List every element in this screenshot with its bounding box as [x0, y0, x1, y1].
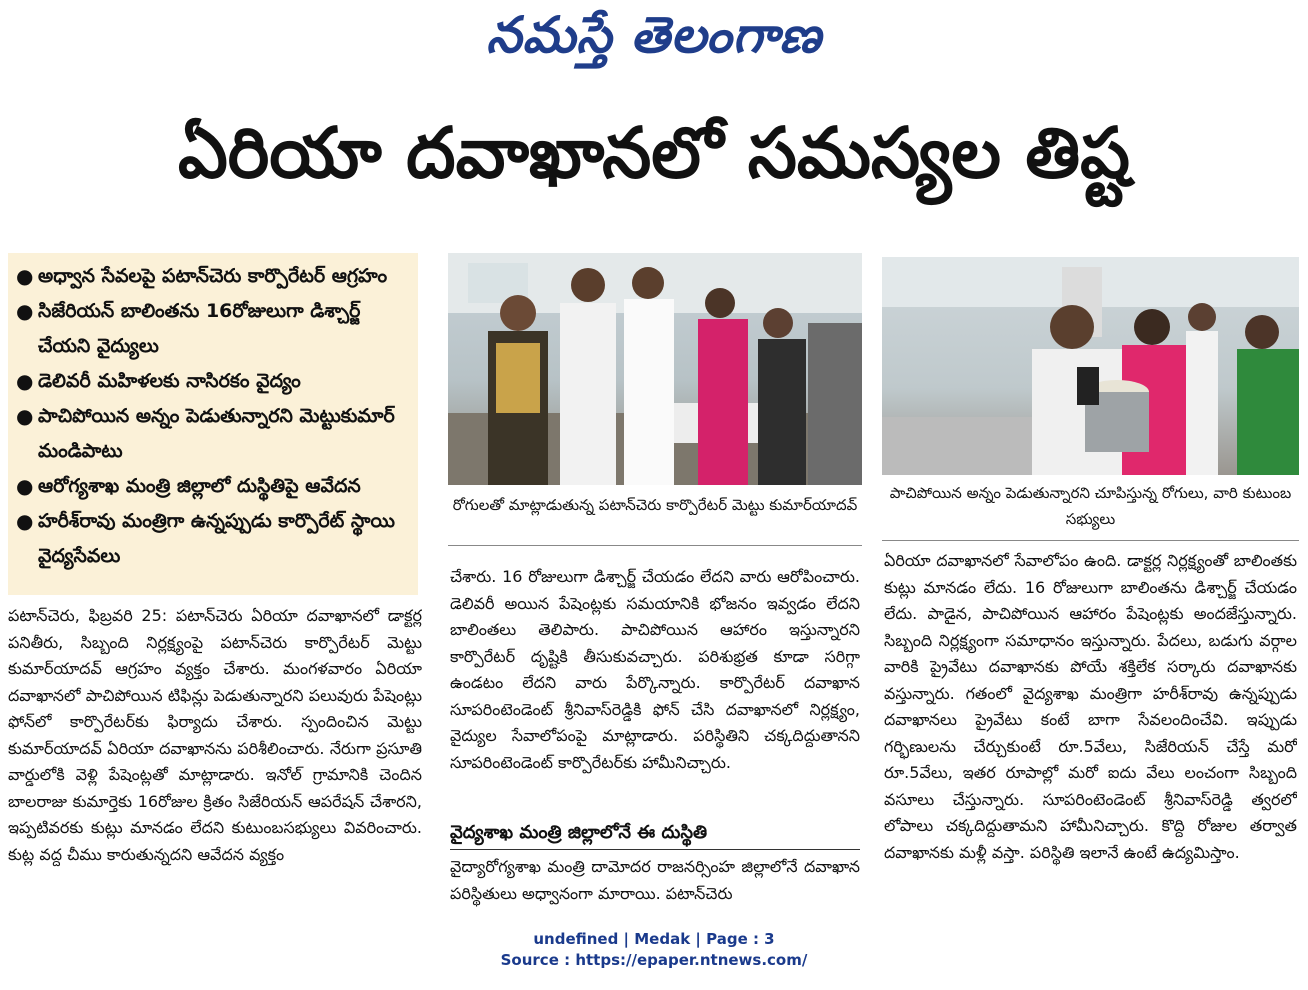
article-column-2-continued: వైద్యారోగ్యశాఖ మంత్రి దామోదర రాజనర్సింహ జిల్లాలోనే దవాఖాన పరిస్థితులు అధ్వానంగా మారాయి. పటాన్‌చెరు: [450, 857, 860, 903]
bullet-icon: ●: [16, 299, 34, 323]
sub-headline-rule: [450, 849, 860, 850]
photo-illustration: [882, 257, 1299, 475]
caption-divider: [882, 540, 1299, 541]
photo-caption-1: రోగులతో మాట్లాడుతున్న పటాన్‌చెరు కార్పొరేటర్ మెట్టు కుమార్‌యాదవ్: [452, 496, 858, 514]
headline: ఏరియా దవాఖానలో సమస్యల తిష్ట: [178, 112, 1130, 194]
footer-edition: undefined | Medak | Page : 3: [533, 930, 775, 948]
bullet-icon: ●: [16, 474, 34, 498]
bullet-icon: ●: [16, 369, 34, 393]
bullet-icon: ●: [16, 404, 34, 428]
article-column-2: చేశారు. 16 రోజులుగా డిశ్చార్జ్ చేయడం లేదని వారు ఆరోపించారు. డెలివరీ అయిన పేషెంట్లకు సమయానికి భోజనం ఇవ్వడం లేదని బాలింతలు తెలిపారు. పాచిపోయిన ఆహారం ఇస్తున్నారని కార్పొరేటర్ దృష్టికి తీసుకువచ్చారు. పరిశుభ్రత కూడా సరిగ్గా ఉండటం లేదని వారు పేర్కొన్నారు. కార్పొరేటర్ దవాఖాన సూపరింటెండెంట్ శ్రీనివాస్‌రెడ్డికి ఫోన్ చేసి దవాఖానలో నిర్లక్ష్యం, వైద్యుల సేవాలోపంపై మాట్లాడారు. పరిస్థితిని చక్కదిద్దుతానని సూపరింటెండెంట్ కార్పొరేటర్‌కు హామీనిచ్చారు.: [450, 567, 860, 772]
highlight-item: ● పాచిపోయిన అన్నం పెడుతున్నారని మెట్టుకుమార్ మండిపాటు: [16, 399, 414, 469]
highlight-item: ● ఆరోగ్యశాఖ మంత్రి జిల్లాలో దుస్థితిపై ఆవేదన: [16, 469, 414, 504]
bullet-icon: ●: [16, 509, 34, 533]
highlight-item: ● డెలివరీ మహిళలకు నాసిరకం వైద్యం: [16, 364, 414, 399]
sub-headline: వైద్యశాఖ మంత్రి జిల్లాలోనే ఈ దుస్థితి: [450, 822, 708, 843]
caption-divider: [448, 545, 862, 546]
bullet-icon: ●: [16, 264, 34, 288]
hospital-ward-photo-1: [448, 253, 862, 485]
hospital-ward-photo-2: [882, 257, 1299, 475]
article-column-3: ఏరియా దవాఖానలో సేవాలోపం ఉంది. డాక్టర్ల నిర్లక్ష్యంతో బాలింతకు కుట్లు మానడం లేదు. 16 రోజులుగా బాలింతను డిశ్చార్జ్ చేయడం లేదు. పాడైన, పాచిపోయిన ఆహారం పేషెంట్లకు అందజేస్తున్నారు. సిబ్బంది నిర్లక్ష్యంగా సమాధానం ఇస్తున్నారు. పేదలు, బడుగు వర్గాల వారికి ప్రైవేటు దవాఖానకు పోయే శక్తిలేక సర్కారు దవాఖానకు వస్తున్నారు. గతంలో వైద్యశాఖ మంత్రిగా హరీశ్‌రావు ఉన్నప్పుడు దవాఖానలు ప్రైవేటు కంటే బాగా సేవలందించేవి. ఇప్పుడు గర్భిణులను చేర్చుకుంటే రూ.5వేలు, సిజేరియన్ చేస్తే మరో రూ.5వేలు, ఇతర రూపాల్లో మరో ఐదు వేలు లంచంగా సిబ్బంది వసూలు చేస్తున్నారు. సూపరింటెండెంట్ శ్రీనివాస్‌రెడ్డి త్వరలో లోపాలు చక్కదిద్దుతామని హామీనిచ్చారు. కొద్ది రోజుల తర్వాత దవాఖానకు మళ్లీ వస్తా. పరిస్థితి ఇలానే ఉంటే ఉద్యమిస్తాం.: [884, 551, 1297, 862]
highlight-item: ● హరీశ్‌రావు మంత్రిగా ఉన్నప్పుడు కార్పొరేట్ స్థాయి వైద్యసేవలు: [16, 504, 414, 574]
highlight-item: ● సిజేరియన్ బాలింతను 16రోజులుగా డిశ్చార్జ్ చేయని వైద్యులు: [16, 294, 414, 364]
photo-caption-2: పాచిపోయిన అన్నం పెడుతున్నారని చూపిస్తున్న రోగులు, వారి కుటుంబ సభ్యులు: [889, 484, 1292, 528]
article-column-1: పటాన్‌చెరు, ఫిబ్రవరి 25: పటాన్‌చెరు ఏరియా దవాఖానలో డాక్టర్ల పనితీరు, సిబ్బంది నిర్లక్ష్యంపై పటాన్‌చెరు కార్పొరేటర్ మెట్టు కుమార్‌యాదవ్ ఆగ్రహం వ్యక్తం చేశారు. మంగళవారం ఏరియా దవాఖానలో పాచిపోయిన టిఫిన్లు పెడుతున్నారని పలువురు పేషెంట్లు ఫోన్‌లో కార్పొరేటర్‌కు ఫిర్యాదు చేశారు. స్పందించిన మెట్టు కుమార్‌యాదవ్ ఏరియా దవాఖానను పరిశీలించారు. నేరుగా ప్రసూతి వార్డులోకి వెళ్లి పేషెంట్లతో మాట్లాడారు. ఇనోల్ గ్రామానికి చెందిన బాలరాజు కుమార్తెకు 16రోజుల క్రితం సిజేరియన్ ఆపరేషన్ చేశారని, ఇప్పటివరకు కుట్లు మానడం లేదని కుటుంబసభ్యులు వివరించారు. కుట్ల వద్ద చీము కారుతున్నదని ఆవేదన వ్యక్తం: [8, 606, 422, 864]
newspaper-title: నమస్తే తెలంగాణ: [486, 6, 822, 64]
photo-illustration: [448, 253, 862, 485]
highlights-box: [8, 253, 418, 595]
footer-source: Source : https://epaper.ntnews.com/: [500, 951, 808, 969]
masthead: [0, 6, 1308, 77]
highlight-item: ● అధ్వాన సేవలపై పటాన్‌చెరు కార్పొరేటర్ ఆగ్రహం: [16, 259, 414, 294]
